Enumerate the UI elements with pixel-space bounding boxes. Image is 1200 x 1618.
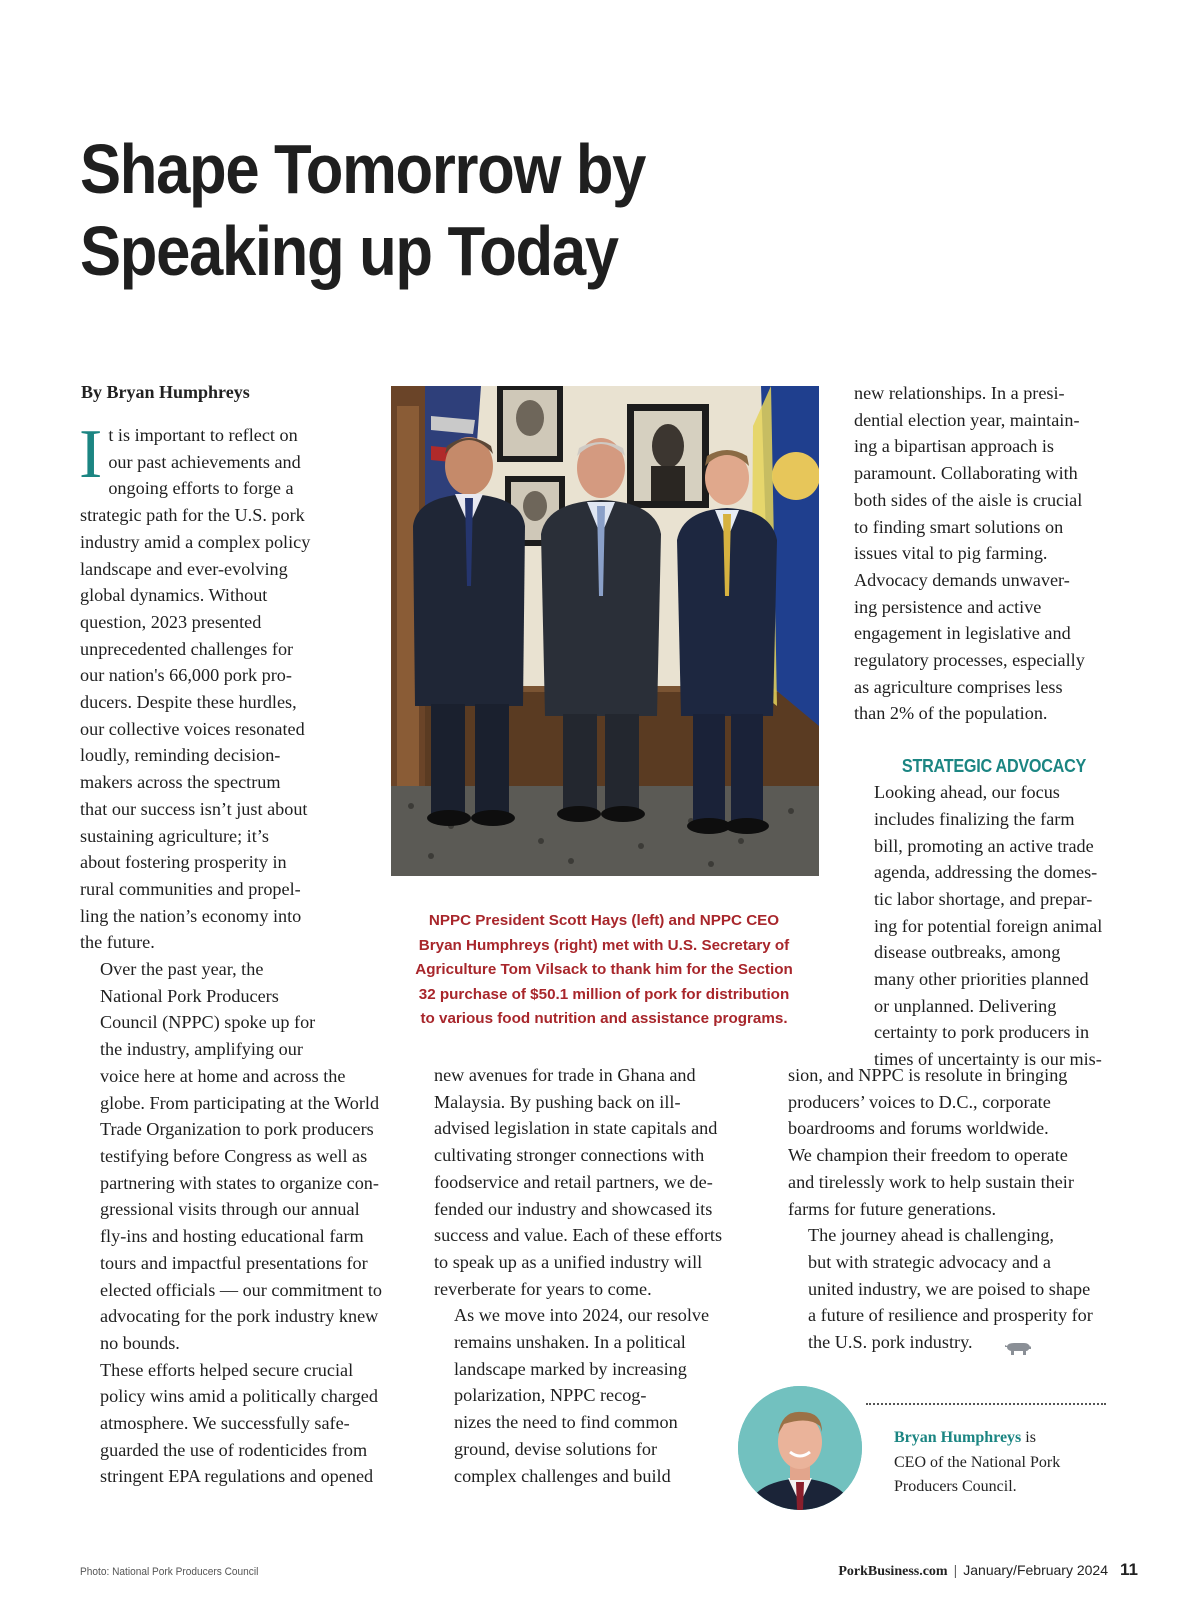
text-line: nizes the need to find common bbox=[454, 1412, 678, 1433]
text-line: a future of resilience and prosperity for bbox=[808, 1305, 1093, 1326]
text-line: remains unshaken. In a political bbox=[454, 1332, 686, 1353]
text-line: guarded the use of rodenticides from bbox=[100, 1439, 368, 1460]
text-line: issues vital to pig farming. bbox=[854, 543, 1048, 564]
text-line: policy wins amid a politically charged bbox=[100, 1386, 378, 1407]
paragraph-lines bbox=[80, 1357, 380, 1491]
text-line: National Pork Producers bbox=[100, 985, 279, 1006]
text-line: as agriculture comprises less bbox=[854, 676, 1063, 697]
text-line: polarization, NPPC recog- bbox=[454, 1385, 647, 1406]
paragraph-mission bbox=[788, 1062, 1148, 1222]
text-line: reverberate for years to come. bbox=[434, 1278, 652, 1299]
text-line: atmosphere. We successfully safe- bbox=[100, 1413, 350, 1434]
page-number: 11 bbox=[1120, 1560, 1138, 1579]
text-line: ground, devise solutions for bbox=[454, 1438, 658, 1459]
text-line: no bounds. bbox=[100, 1332, 180, 1353]
text-line: the U.S. pork industry. bbox=[808, 1332, 973, 1353]
text-line: unprecedented challenges for bbox=[80, 638, 294, 659]
text-line: 32 purchase of $50.1 million of pork for distribution bbox=[418, 985, 790, 1003]
paragraph-lines bbox=[434, 1302, 764, 1489]
text-line: to various food nutrition and assistance programs. bbox=[420, 1010, 788, 1028]
column-2 bbox=[434, 1062, 764, 1489]
text-line: landscape and ever-evolving bbox=[80, 558, 288, 579]
text-line: about fostering prosperity in bbox=[80, 852, 287, 873]
pig-icon bbox=[1004, 1341, 1032, 1357]
text-line: our past achievements and bbox=[108, 451, 301, 472]
text-line: but with strategic advocacy and a bbox=[808, 1251, 1051, 1272]
text-line: bill, promoting an active trade bbox=[874, 835, 1094, 856]
photo-credit: Photo: National Pork Producers Council bbox=[80, 1566, 259, 1578]
paragraph-lines bbox=[80, 956, 380, 1357]
text-line: Agriculture Tom Vilsack to thank him for the Section bbox=[415, 961, 793, 979]
text-line: boardrooms and forums worldwide. bbox=[788, 1118, 1049, 1139]
paragraph-lines bbox=[854, 779, 1134, 1073]
paragraph-relationships bbox=[854, 380, 1134, 727]
text-line: Looking ahead, our focus bbox=[874, 782, 1060, 803]
text-line: makers across the spectrum bbox=[80, 772, 281, 793]
text-line: Trade Organization to pork producers bbox=[100, 1119, 374, 1140]
text-line: the industry, amplifying our bbox=[100, 1039, 303, 1060]
text-line: fly-ins and hosting educational farm bbox=[100, 1226, 364, 1247]
paragraph-lines bbox=[434, 1062, 764, 1302]
text-line: certainty to pork producers in bbox=[874, 1022, 1090, 1043]
text-line: new avenues for trade in Ghana and bbox=[434, 1065, 696, 1085]
text-line: to speak up as a unified industry will bbox=[434, 1251, 703, 1272]
text-line: the future. bbox=[80, 932, 155, 953]
text-line: loudly, reminding decision- bbox=[80, 745, 281, 766]
paragraph-past-year bbox=[80, 956, 380, 1357]
author-bio bbox=[894, 1426, 1124, 1500]
text-line: elected officials — our commitment to bbox=[100, 1279, 382, 1300]
text-line: ing persistence and active bbox=[854, 596, 1042, 617]
paragraph-looking-ahead bbox=[854, 779, 1134, 1073]
headline-line-2: Speaking up Today bbox=[80, 212, 618, 290]
text-line: sustaining agriculture; it’s bbox=[80, 825, 269, 846]
photo-caption bbox=[388, 909, 820, 1032]
text-line: cultivating stronger connections with bbox=[434, 1145, 705, 1166]
text-line: testifying before Congress as well as bbox=[100, 1145, 368, 1166]
text-line: Advocacy demands unwaver- bbox=[854, 569, 1070, 590]
footer-separator: | bbox=[953, 1562, 958, 1578]
text-line: our nation's 66,000 pork pro- bbox=[80, 665, 292, 686]
bio-line-3: Producers Council. bbox=[894, 1478, 1017, 1495]
author-headshot bbox=[738, 1386, 862, 1510]
text-line: strategic path for the U.S. pork bbox=[80, 505, 305, 526]
text-line: united industry, we are poised to shape bbox=[808, 1278, 1091, 1299]
paragraph-journey bbox=[788, 1222, 1148, 1356]
paragraph-policy-wins bbox=[80, 1357, 380, 1491]
paragraph-lines bbox=[79, 416, 380, 956]
text-line: to finding smart solutions on bbox=[854, 516, 1064, 537]
text-line: and tirelessly work to help sustain their bbox=[788, 1171, 1074, 1192]
column-3-top bbox=[854, 380, 1134, 1073]
text-line: paramount. Collaborating with bbox=[854, 463, 1078, 484]
text-line: engagement in legislative and bbox=[854, 623, 1071, 644]
text-line: regulatory processes, especially bbox=[854, 650, 1085, 671]
text-line: advised legislation in state capitals and bbox=[434, 1118, 718, 1139]
text-line: Council (NPPC) spoke up for bbox=[100, 1012, 316, 1033]
meeting-photo-illustration bbox=[391, 386, 819, 876]
text-line: or unplanned. Delivering bbox=[874, 995, 1057, 1016]
text-line: global dynamics. Without bbox=[80, 585, 268, 606]
headline-line-1: Shape Tomorrow by bbox=[80, 130, 646, 208]
text-line: than 2% of the population. bbox=[854, 703, 1048, 724]
column-1 bbox=[79, 416, 382, 1490]
bio-line-2: CEO of the National Pork bbox=[894, 1453, 1061, 1471]
text-line: Bryan Humphreys (right) met with U.S. Secretary of bbox=[418, 936, 790, 954]
text-line: advocating for the pork industry knew bbox=[100, 1306, 379, 1327]
paragraph-trade bbox=[434, 1062, 764, 1302]
text-line: sion, and NPPC is resolute in bringing bbox=[788, 1065, 1068, 1085]
section-subhead: STRATEGIC ADVOCACY bbox=[901, 756, 1087, 777]
text-line: includes finalizing the farm bbox=[874, 808, 1075, 829]
paragraph-intro bbox=[79, 416, 380, 956]
text-line: rural communities and propel- bbox=[80, 878, 301, 899]
text-line: dential election year, maintain- bbox=[854, 409, 1080, 430]
text-line: stringent EPA regulations and opened bbox=[100, 1466, 374, 1487]
text-line: industry amid a complex policy bbox=[80, 531, 311, 552]
column-3-bottom bbox=[788, 1062, 1148, 1356]
text-line: success and value. Each of these efforts bbox=[434, 1225, 723, 1246]
footer-site: PorkBusiness.com bbox=[838, 1564, 948, 1579]
text-line: agenda, addressing the domes- bbox=[874, 862, 1098, 883]
text-line: ing a bipartisan approach is bbox=[854, 436, 1055, 457]
bio-divider bbox=[866, 1403, 1106, 1405]
text-line: fended our industry and showcased its bbox=[434, 1198, 713, 1219]
text-line: question, 2023 presented bbox=[80, 611, 262, 632]
text-line: partnering with states to organize con- bbox=[100, 1172, 379, 1193]
author-portrait-illustration bbox=[738, 1386, 862, 1510]
text-line: globe. From participating at the World bbox=[100, 1092, 380, 1113]
text-line: ing for potential foreign animal bbox=[874, 915, 1103, 936]
text-line: voice here at home and across the bbox=[100, 1065, 346, 1086]
text-line: tours and impactful presentations for bbox=[100, 1252, 368, 1273]
text-line: disease outbreaks, among bbox=[874, 942, 1061, 963]
text-line: ducers. Despite these hurdles, bbox=[80, 692, 297, 713]
bio-is: is bbox=[1021, 1429, 1036, 1446]
paragraph-lines bbox=[854, 380, 1134, 727]
text-line: NPPC President Scott Hays (left) and NPPC CEO bbox=[428, 912, 780, 929]
author-name: Bryan Humphreys bbox=[894, 1429, 1022, 1446]
text-line: that our success isn’t just about bbox=[80, 798, 308, 819]
page-footer bbox=[838, 1560, 1138, 1580]
text-line: Malaysia. By pushing back on ill- bbox=[434, 1091, 681, 1112]
byline: By Bryan Humphreys bbox=[81, 382, 250, 402]
article-headline bbox=[80, 128, 749, 292]
text-line: our collective voices resonated bbox=[80, 718, 305, 739]
text-line: ling the nation’s economy into bbox=[80, 905, 302, 926]
text-line: foodservice and retail partners, we de- bbox=[434, 1171, 713, 1192]
text-line: many other priorities planned bbox=[874, 969, 1089, 990]
text-line: both sides of the aisle is crucial bbox=[854, 489, 1083, 510]
text-line: gressional visits through our annual bbox=[100, 1199, 360, 1220]
text-line: These efforts helped secure crucial bbox=[100, 1359, 354, 1380]
text-line: farms for future generations. bbox=[788, 1198, 997, 1219]
text-line: complex challenges and build bbox=[454, 1465, 671, 1486]
paragraph-lines bbox=[788, 1062, 1148, 1222]
text-line: As we move into 2024, our resolve bbox=[454, 1305, 710, 1326]
paragraph-lines bbox=[788, 1222, 1148, 1356]
text-line: Over the past year, the bbox=[100, 959, 264, 980]
text-line: tic labor shortage, and prepar- bbox=[874, 888, 1093, 909]
text-line: new relationships. In a presi- bbox=[854, 383, 1065, 403]
paragraph-2024 bbox=[434, 1302, 764, 1489]
text-line: The journey ahead is challenging, bbox=[808, 1225, 1054, 1246]
drop-cap: I bbox=[79, 416, 103, 493]
text-line: t is important to reflect on bbox=[108, 425, 298, 445]
text-line: times of uncertainty is our mis- bbox=[874, 1049, 1102, 1070]
text-line: producers’ voices to D.C., corporate bbox=[788, 1091, 1051, 1112]
footer-issue: January/February 2024 bbox=[963, 1562, 1109, 1578]
text-line: landscape marked by increasing bbox=[454, 1358, 687, 1379]
text-line: ongoing efforts to forge a bbox=[108, 478, 294, 499]
text-line: We champion their freedom to operate bbox=[788, 1145, 1068, 1166]
article-photo bbox=[391, 386, 819, 876]
